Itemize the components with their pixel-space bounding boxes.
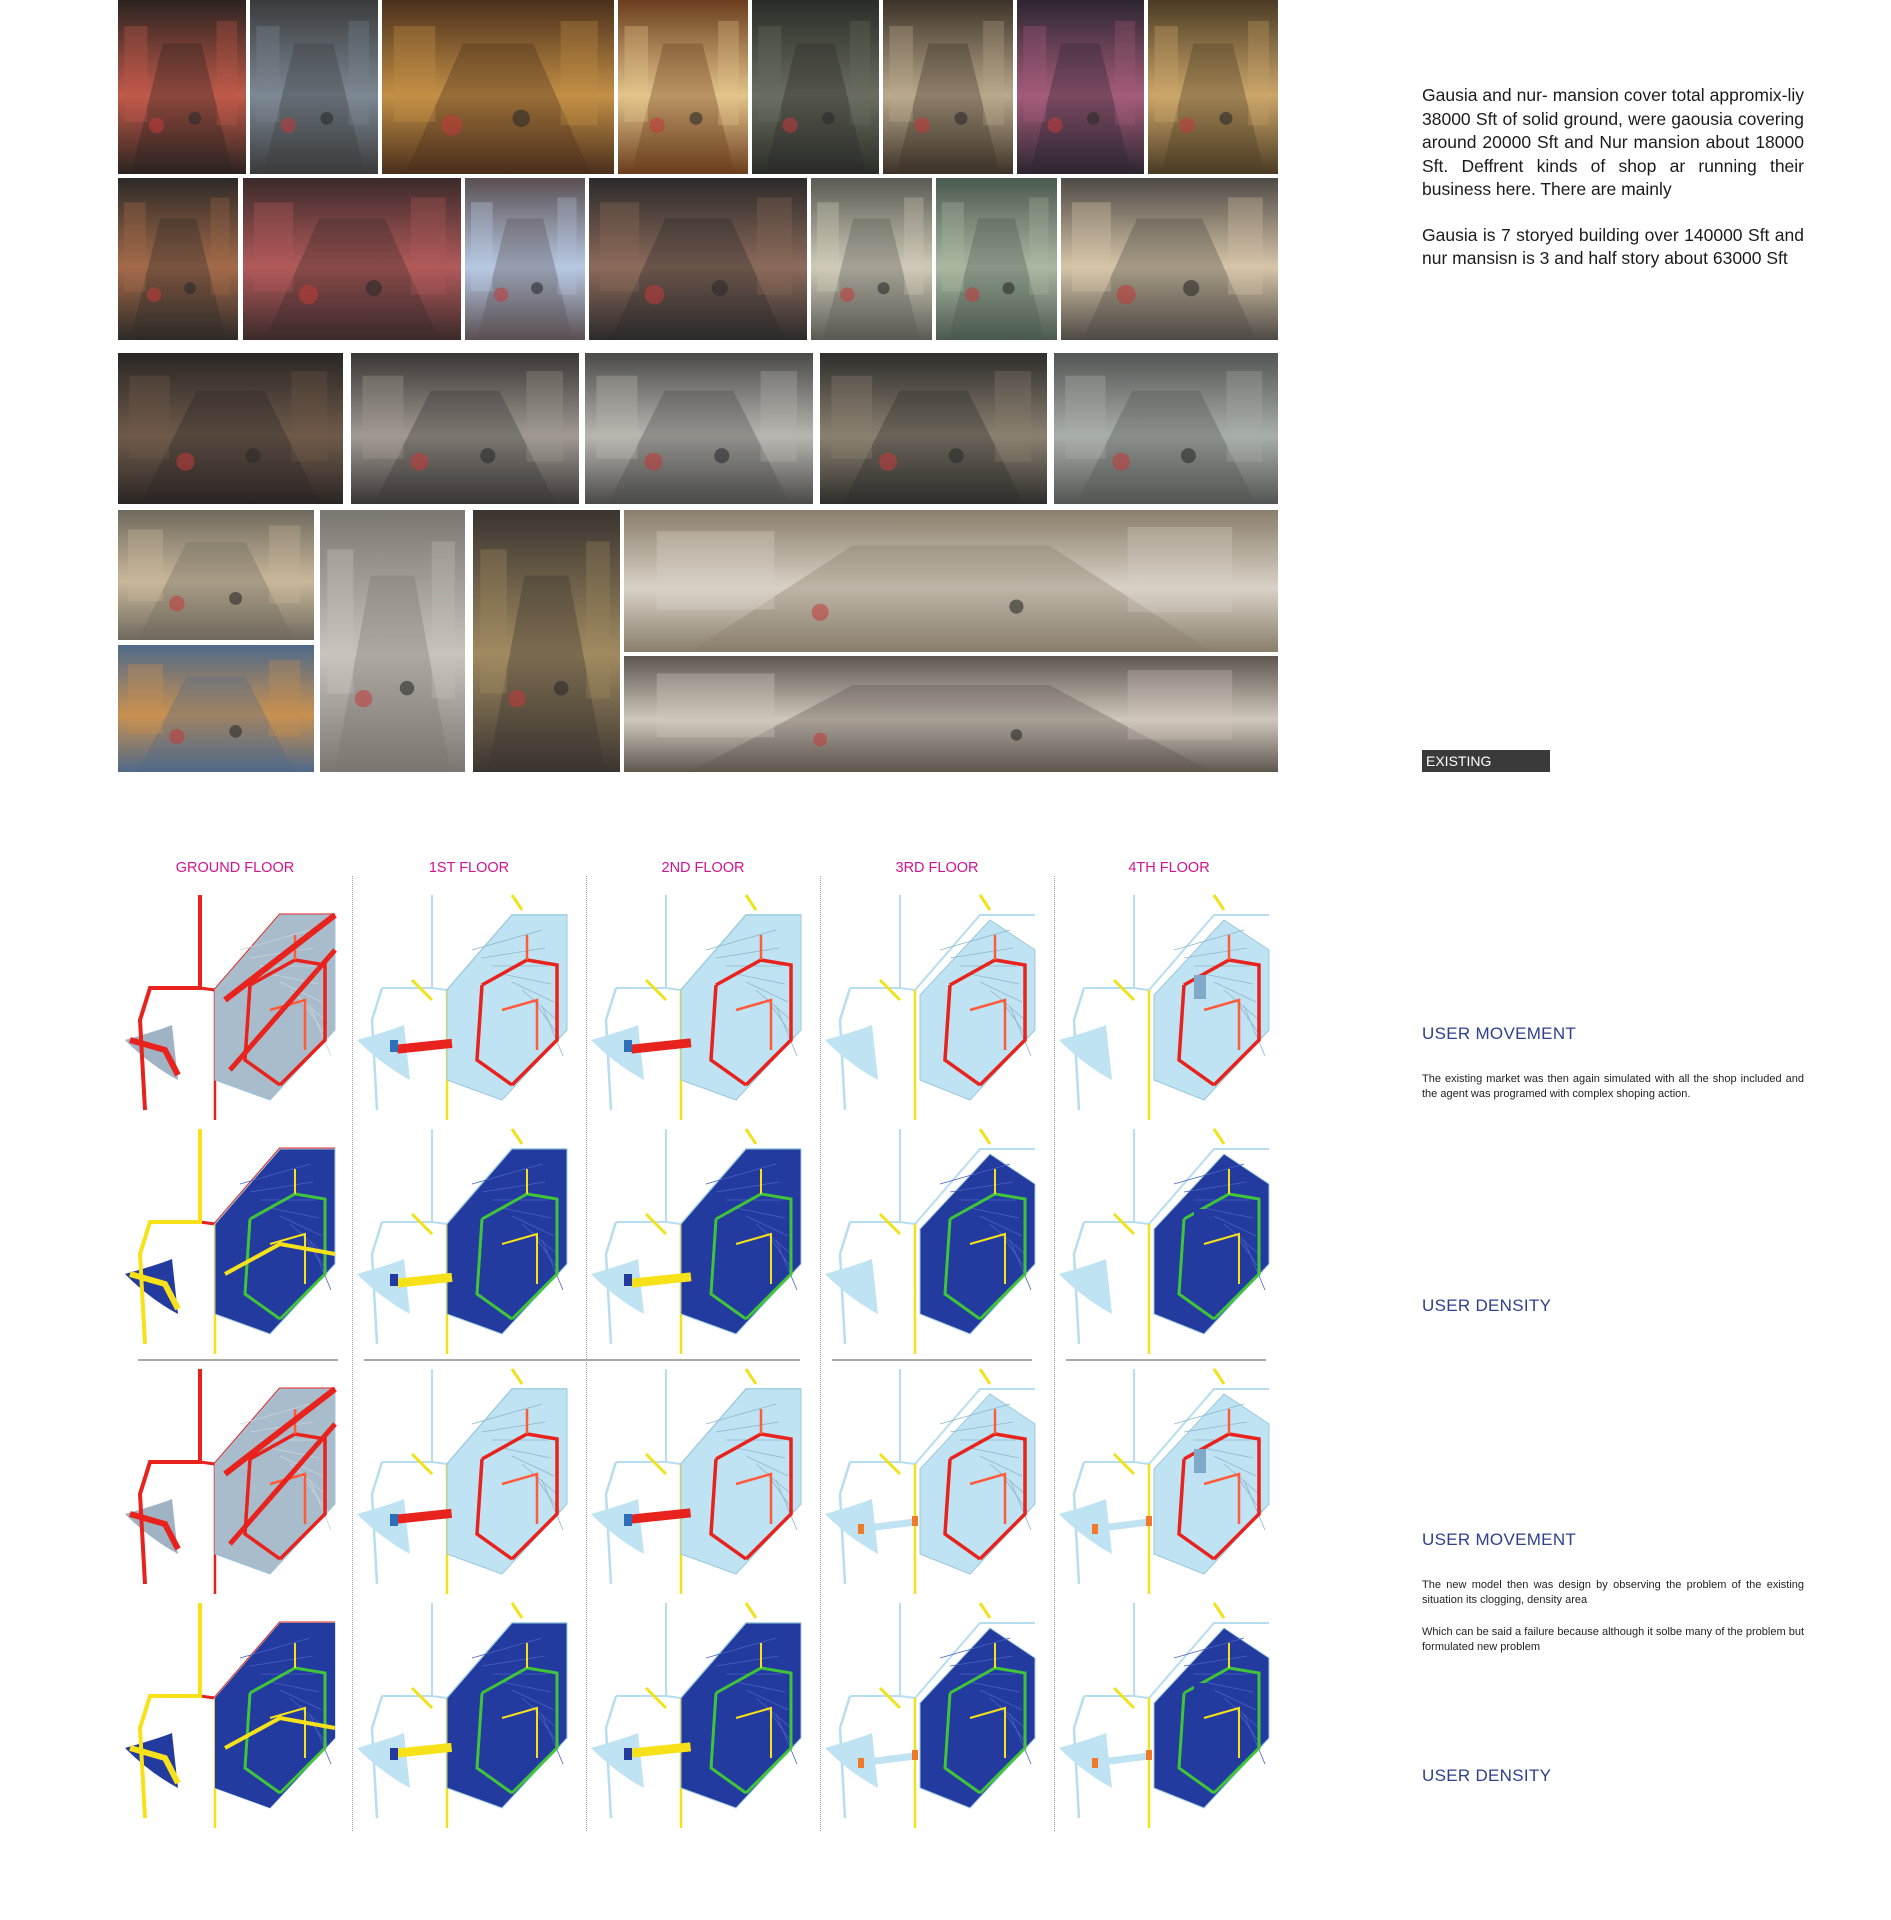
intro-paragraph-2: Gausia is 7 storyed building over 140000 Sft and nur mansisn is 3 and half story about 63000 Sft bbox=[1422, 224, 1804, 268]
existing-note-text: The existing market was then again simulated with all the shop included and the agent was programed with complex shoping action. bbox=[1422, 1073, 1804, 1100]
model-separator bbox=[1066, 1359, 1266, 1361]
movement-plan-new-floor-4 bbox=[1054, 1364, 1284, 1594]
existing-badge: EXISTING bbox=[1422, 750, 1550, 772]
site-photo bbox=[589, 178, 807, 340]
site-photo bbox=[382, 0, 614, 174]
site-photo bbox=[618, 0, 748, 174]
movement-plan-new-floor-3 bbox=[820, 1364, 1050, 1594]
density-plan-existing-floor-2 bbox=[586, 1124, 816, 1354]
site-photo bbox=[1017, 0, 1144, 174]
site-photo bbox=[624, 510, 1278, 652]
site-photo bbox=[250, 0, 378, 174]
movement-plan-existing-floor-0 bbox=[120, 890, 350, 1120]
site-photo bbox=[465, 178, 585, 340]
model-separator bbox=[138, 1359, 338, 1361]
new-model-note-1: The new model then was design by observing the problem of the existing situation its clogging, density area bbox=[1422, 1579, 1804, 1606]
density-plan-existing-floor-1 bbox=[352, 1124, 582, 1354]
user-density-title-existing: USER DENSITY bbox=[1422, 1296, 1552, 1315]
movement-plan-new-floor-1 bbox=[352, 1364, 582, 1594]
site-photo bbox=[473, 510, 620, 772]
density-plan-existing-floor-0 bbox=[120, 1124, 350, 1354]
density-plan-existing-floor-3 bbox=[820, 1124, 1050, 1354]
density-plan-new-floor-2 bbox=[586, 1598, 816, 1828]
existing-simulation-note bbox=[1422, 1072, 1804, 1119]
density-plan-new-floor-0 bbox=[120, 1598, 350, 1828]
movement-plan-new-floor-0 bbox=[120, 1364, 350, 1594]
new-model-note-2: Which can be said a failure because although it solbe many of the problem but formulated new problem bbox=[1422, 1626, 1804, 1653]
intro-text bbox=[1422, 84, 1804, 293]
site-photo bbox=[118, 510, 314, 640]
floor-label-1st: 1ST FLOOR bbox=[428, 860, 510, 876]
site-photo bbox=[118, 353, 343, 504]
new-model-note bbox=[1422, 1578, 1804, 1672]
floor-label-2nd: 2ND FLOOR bbox=[661, 860, 745, 876]
site-photo bbox=[351, 353, 579, 504]
movement-plan-existing-floor-1 bbox=[352, 890, 582, 1120]
user-density-title-new: USER DENSITY bbox=[1422, 1766, 1552, 1785]
site-photo bbox=[585, 353, 813, 504]
model-separator bbox=[832, 1359, 1032, 1361]
site-photo bbox=[320, 510, 465, 772]
user-movement-title-existing: USER MOVEMENT bbox=[1422, 1024, 1577, 1043]
floor-label-ground: GROUND FLOOR bbox=[175, 860, 295, 876]
floor-label-3rd: 3RD FLOOR bbox=[895, 860, 979, 876]
site-photo bbox=[820, 353, 1047, 504]
model-separator bbox=[364, 1359, 800, 1361]
site-photo bbox=[118, 178, 238, 340]
movement-plan-existing-floor-2 bbox=[586, 890, 816, 1120]
site-photo bbox=[243, 178, 461, 340]
density-plan-new-floor-1 bbox=[352, 1598, 582, 1828]
floor-label-4th: 4TH FLOOR bbox=[1128, 860, 1210, 876]
site-photo bbox=[1061, 178, 1278, 340]
site-photo bbox=[1148, 0, 1278, 174]
intro-paragraph-1: Gausia and nur- mansion cover total appromix-liy 38000 Sft of solid ground, were gaousia covering around 20000 Sft and Nur mansion about 18000 Sft. Deffrent kinds of shop ar running their business here. There are mainly bbox=[1422, 85, 1804, 199]
density-plan-new-floor-3 bbox=[820, 1598, 1050, 1828]
movement-plan-new-floor-2 bbox=[586, 1364, 816, 1594]
user-movement-title-new: USER MOVEMENT bbox=[1422, 1530, 1577, 1549]
site-photo bbox=[1054, 353, 1278, 504]
site-photo bbox=[118, 0, 246, 174]
site-photo bbox=[624, 656, 1278, 772]
site-photo bbox=[883, 0, 1013, 174]
movement-plan-existing-floor-3 bbox=[820, 890, 1050, 1120]
site-photo bbox=[752, 0, 879, 174]
density-plan-existing-floor-4 bbox=[1054, 1124, 1284, 1354]
site-photo bbox=[118, 645, 314, 772]
site-photo bbox=[811, 178, 932, 340]
site-photo bbox=[936, 178, 1057, 340]
movement-plan-existing-floor-4 bbox=[1054, 890, 1284, 1120]
density-plan-new-floor-4 bbox=[1054, 1598, 1284, 1828]
